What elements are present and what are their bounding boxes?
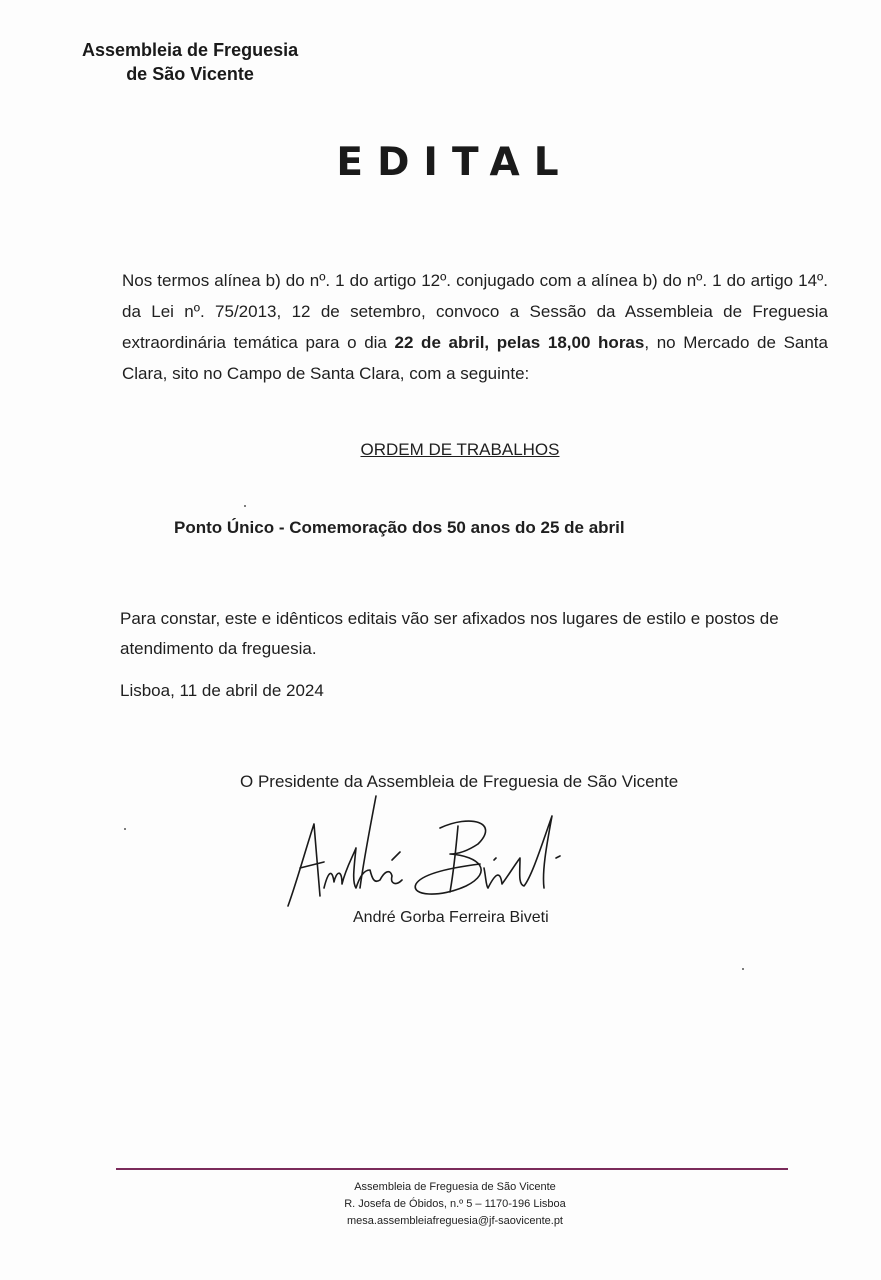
intro-text-part2: , no Mercado de Santa Clara, sito no Campo de Santa Clara, com a seguinte: [122,333,828,383]
footer [0,1179,881,1230]
footer-address: R. Josefa de Óbidos, n.º 5 – 1170-196 Lisboa [344,1198,566,1210]
organization-header-line2: de São Vicente [126,64,254,84]
signer-name: André Gorba Ferreira Biveti [353,909,549,926]
scan-speck [124,828,126,830]
footer-organization: Assembleia de Freguesia de São Vicente [354,1181,556,1193]
footer-divider [116,1168,788,1170]
agenda-item: Ponto Único - Comemoração dos 50 anos do 25 de abril [174,518,625,537]
document-title: EDITAL [336,140,573,185]
footer-email: mesa.assembleiafreguesia@jf-saovicente.pt [347,1215,563,1227]
scan-speck [742,968,744,970]
organization-header-line1: Assembleia de Freguesia [82,40,299,60]
intro-date-time: 22 de abril, pelas 18,00 horas [394,333,645,352]
signer-role: O Presidente da Assembleia de Freguesia de São Vicente [240,772,679,791]
place-date: Lisboa, 11 de abril de 2024 [120,681,324,700]
closing-paragraph: Para constar, este e idênticos editais vão ser afixados nos lugares de estilo e postos de atendimento da freguesia. [120,609,779,658]
organization-header [82,38,298,86]
intro-paragraph [122,265,828,389]
handwritten-signature [280,788,580,918]
agenda-heading: ORDEM DE TRABALHOS [360,440,560,459]
scan-speck [244,505,246,507]
intro-text-part1: Nos termos alínea b) do nº. 1 do artigo 12º. conjugado com a alínea b) do nº. 1 do artigo 14º. da Lei nº. 75/2013, 12 de setembro, convoco a Sessão da Assembleia de Freguesia extraordinária temática para o dia [122,271,828,352]
